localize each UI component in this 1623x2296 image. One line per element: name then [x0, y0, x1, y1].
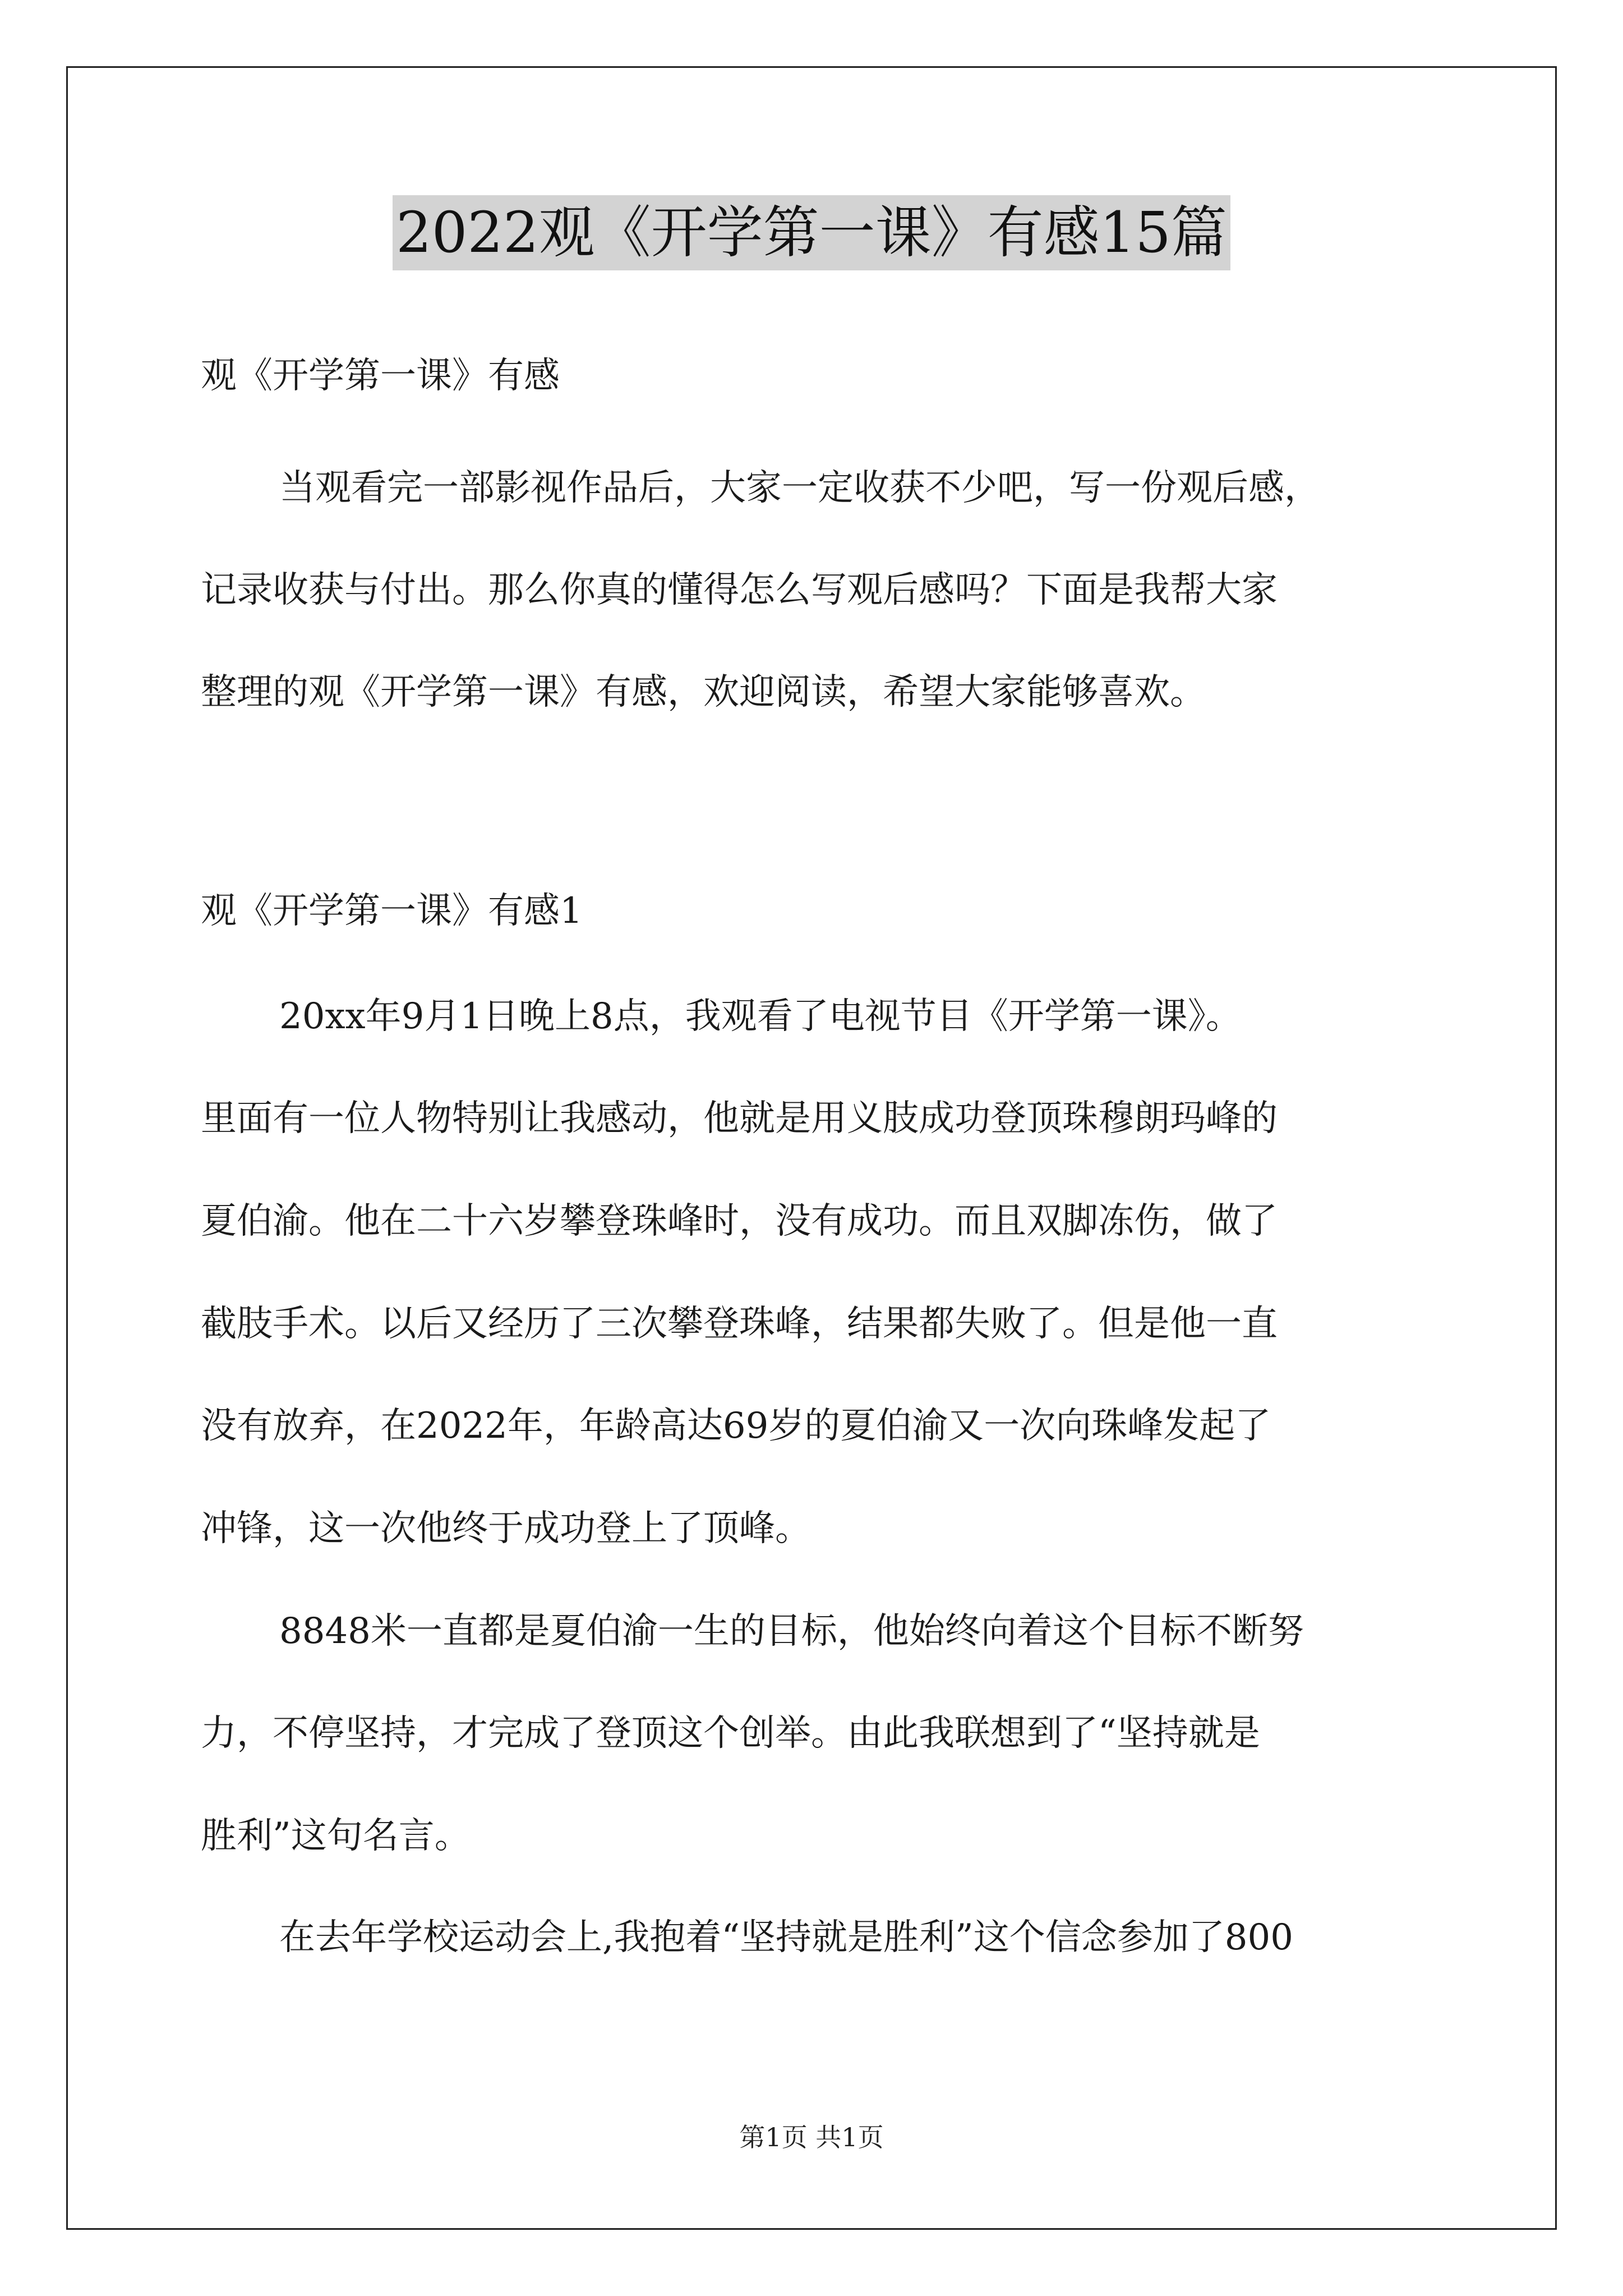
- page-footer: 第1页 共1页: [739, 2122, 884, 2152]
- body-line: 8848米一直都是夏伯渝一生的目标，他始终向着这个目标不断努: [279, 1611, 1304, 1652]
- body-line: 力，不停坚持，才完成了登顶这个创举。由此我联想到了“坚持就是: [201, 1713, 1260, 1754]
- body-line: 冲锋，这一次他终于成功登上了顶峰。: [201, 1508, 811, 1549]
- title-container: [0, 195, 1623, 270]
- body-line: 夏伯渝。他在二十六岁攀登珠峰时，没有成功。而且双脚冻伤，做了: [201, 1200, 1278, 1242]
- body-line: 在去年学校运动会上,我抱着“坚持就是胜利”这个信念参加了800: [279, 1917, 1293, 1958]
- body-line: 截肢手术。以后又经历了三次攀登珠峰，结果都失败了。但是他一直: [201, 1303, 1278, 1345]
- body-line: 里面有一位人物特别让我感动，他就是用义肢成功登顶珠穆朗玛峰的: [201, 1098, 1278, 1139]
- body-line: 胜利”这句名言。: [201, 1815, 471, 1857]
- section-heading: 观《开学第一课》有感1: [201, 890, 583, 932]
- body-line: 没有放弃，在2022年，年龄高达69岁的夏伯渝又一次向珠峰发起了: [201, 1405, 1271, 1447]
- intro-line: 整理的观《开学第一课》有感，欢迎阅读，希望大家能够喜欢。: [201, 671, 1206, 713]
- intro-heading: 观《开学第一课》有感: [201, 355, 560, 397]
- intro-line: 记录收获与付出。那么你真的懂得怎么写观后感吗？下面是我帮大家: [201, 569, 1278, 611]
- document-title: 2022观《开学第一课》有感15篇: [393, 195, 1230, 270]
- body-line: 20xx年9月1日晚上8点，我观看了电视节目《开学第一课》。: [279, 996, 1242, 1037]
- intro-line: 当观看完一部影视作品后，大家一定收获不少吧，写一份观后感，: [279, 467, 1320, 509]
